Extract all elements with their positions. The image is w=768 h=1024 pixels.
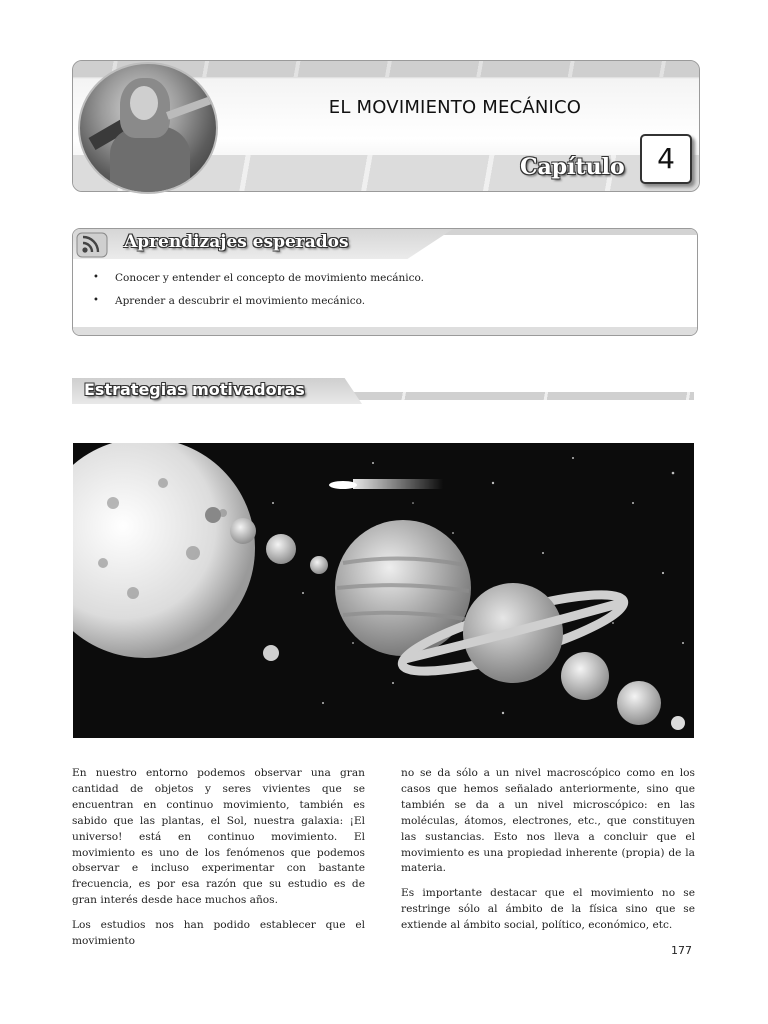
solar-system-image xyxy=(73,443,694,738)
instrument-shape xyxy=(166,96,212,119)
body-left-column xyxy=(72,766,365,950)
body-paragraph: Los estudios nos han podido establecer que el movimiento xyxy=(72,919,365,948)
body-paragraph: En nuestro entorno podemos observar una gran cantidad de objetos y seres vivientes que se encuentran en continuo movimiento, también es sabido que las plantas, el Sol, nuestra galaxia: ¡El universo! está en continuo movimiento. El movimiento es uno de los fenómenos que podemos observar e incluso experimentar con bastante frecuencia, es por esa razón que su estudio es de gran interés desde hace muchos años. xyxy=(72,767,365,907)
learning-item: Conocer y entender el concepto de movimiento mecánico. xyxy=(115,272,424,284)
scientist-portrait-image xyxy=(78,62,218,194)
body-paragraph: Es importante destacar que el movimiento no se restringe sólo al ámbito de la física sino que se extiende al ámbito social, político, económico, etc. xyxy=(401,887,695,932)
learning-bottom-stripe xyxy=(73,327,697,335)
portrait-face-shape xyxy=(130,86,158,120)
page-number: 177 xyxy=(671,944,692,957)
strategies-title: Estrategias motivadoras xyxy=(84,380,305,399)
solar-system-illustration xyxy=(73,443,694,738)
chapter-number-badge: 4 xyxy=(640,134,692,184)
learning-item: Aprender a descubrir el movimiento mecánico. xyxy=(115,295,366,307)
bullet-icon: • xyxy=(93,295,99,306)
body-paragraph: no se da sólo a un nivel macroscópico como en los casos que hemos señalado anteriormente, sino que también se da a un nivel microscópico: en las moléculas, átomos, electrones, etc., que constituyen las sustancias. Esto nos lleva a concluir que el movimiento es una propiedad inherente (propia) de la materia. xyxy=(401,767,695,875)
strategies-stripe xyxy=(342,392,694,400)
chapter-title: EL MOVIMIENTO MECÁNICO xyxy=(328,97,582,118)
learning-outcomes-title: Aprendizajes esperados xyxy=(124,232,349,252)
chapter-label: Capítulo xyxy=(520,154,625,180)
rss-feed-icon xyxy=(76,232,108,258)
bullet-icon: • xyxy=(93,272,99,283)
body-right-column xyxy=(401,766,695,934)
